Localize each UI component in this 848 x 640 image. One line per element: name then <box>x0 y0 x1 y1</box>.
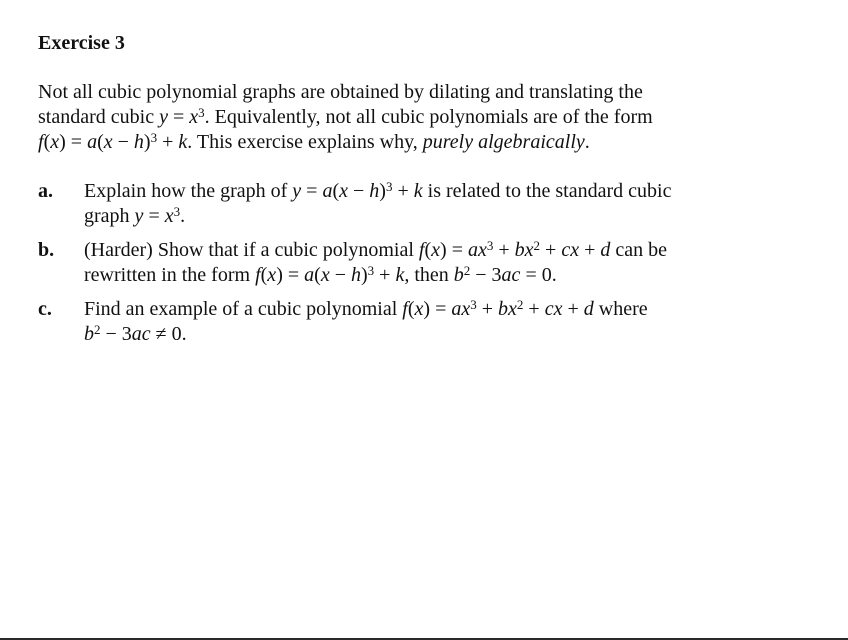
part-c-text-1a: Find an example of a cubic polynomial <box>84 298 403 320</box>
part-a-text-2b: . <box>180 205 186 227</box>
part-a-marker: a. <box>38 180 53 202</box>
part-b-text-2b: , then <box>404 264 454 286</box>
math-condition-zero: $b^2 - 3ac = 0$ <box>453 263 552 286</box>
math-vertex-form-f: $f(x) = a(x - h)^3 + k$ <box>38 130 188 153</box>
intro-text-1: Not all cubic polynomial graphs are obtained by dilating and translating the <box>38 81 643 103</box>
part-c-line-1 <box>84 297 828 322</box>
part-c-line-2 <box>84 322 828 347</box>
intro-text-3d: . <box>584 131 590 153</box>
part-c-text-2b: . <box>181 323 187 345</box>
exercise-title: Exercise 3 <box>38 32 125 54</box>
math-vertex-form-y: $y = a(x - h)^3 + k$ <box>292 179 423 202</box>
intro-line-2 <box>38 105 828 130</box>
part-a-line-2 <box>84 204 828 229</box>
part-a-text-1b: is related to the standard cubic <box>422 180 672 202</box>
math-standard-cubic-2: $y = x^3$ <box>134 204 181 227</box>
intro-emphasis: purely algebraically <box>422 131 585 153</box>
intro-text-2a: standard cubic <box>38 106 160 128</box>
part-a-line-1 <box>84 179 828 204</box>
part-b-body <box>84 238 828 288</box>
intro-line-1 <box>38 80 828 105</box>
part-a <box>38 179 828 229</box>
part-b-text-2a: rewritten in the form <box>84 264 256 286</box>
part-a-body <box>84 179 828 229</box>
exercise-parts <box>38 179 828 356</box>
part-b-text-1a: (Harder) Show that if a cubic polynomial <box>84 239 419 261</box>
part-b-marker: b. <box>38 239 55 261</box>
intro-text-2b: . Equivalently, not all cubic polynomials are of the form <box>204 106 653 128</box>
math-standard-cubic: $y = x^3$ <box>159 105 205 128</box>
part-b-line-1 <box>84 238 828 263</box>
math-vertex-form-f-2: $f(x) = a(x - h)^3 + k$ <box>255 263 405 286</box>
intro-text-3b: . This exercise explains why, <box>187 131 423 153</box>
math-condition-nonzero: $b^2 - 3ac \ne 0$ <box>84 322 182 345</box>
math-general-cubic-2: $f(x) = ax^3 + bx^2$ + cx + d <box>402 297 594 320</box>
part-b-text-2c: . <box>551 264 557 286</box>
intro-paragraph <box>38 80 828 155</box>
part-c-body <box>84 297 828 347</box>
part-b-text-1b: can be <box>610 239 668 261</box>
part-b-line-2 <box>84 263 828 288</box>
intro-line-3 <box>38 130 828 155</box>
part-a-text-1a: Explain how the graph of <box>84 180 293 202</box>
part-b <box>38 238 828 288</box>
part-c-marker: c. <box>38 298 52 320</box>
part-c <box>38 297 828 347</box>
part-c-text-1b: where <box>593 298 648 320</box>
math-general-cubic: $f(x) = ax^3 + bx^2$ + cx + d <box>418 238 611 261</box>
part-a-text-2a: graph <box>84 205 135 227</box>
